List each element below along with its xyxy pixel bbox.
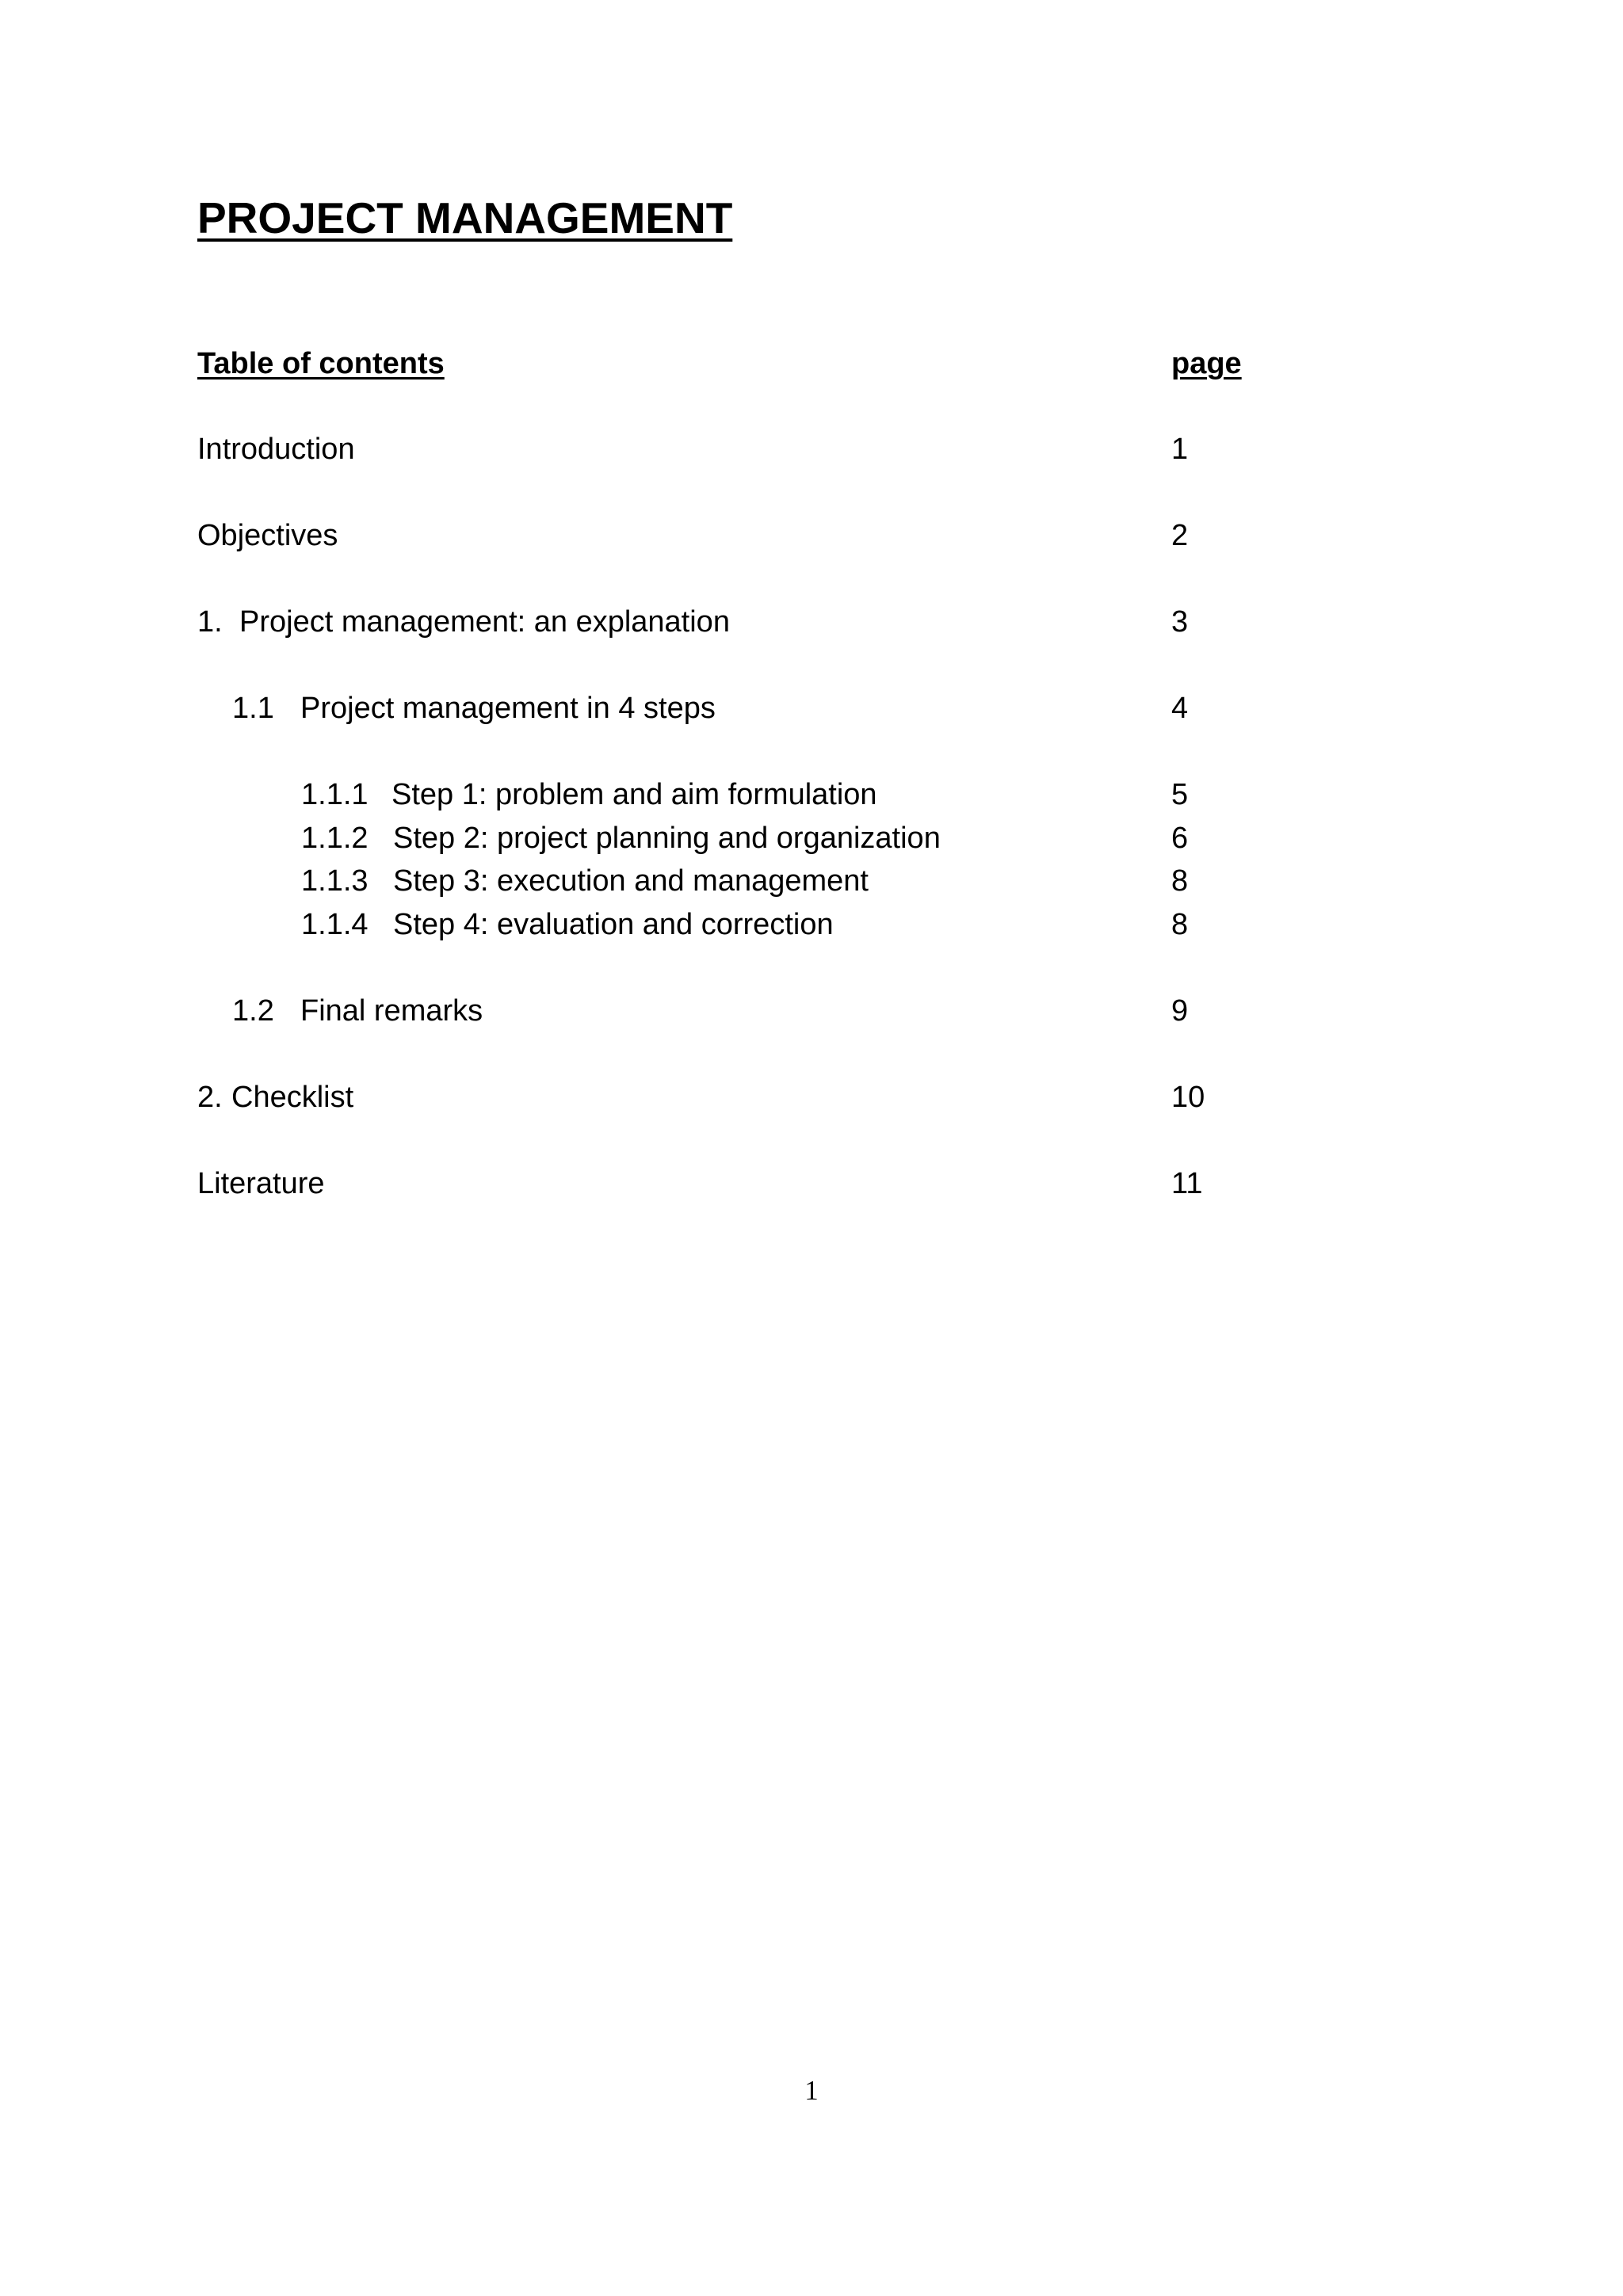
toc-entry-section-1-1-1 (0, 775, 1623, 814)
toc-entry-section-2 (0, 1077, 1623, 1117)
page-number: 1 (804, 2075, 819, 2106)
toc-header-page: page (1171, 347, 1242, 380)
toc-entry-page: 8 (1171, 908, 1189, 941)
toc-entry-number: 1.1 (232, 692, 274, 725)
toc-entry-page: 9 (1171, 994, 1189, 1028)
toc-entry-number: 1.1.1 (301, 778, 369, 811)
toc-entry-section-1-2 (0, 991, 1623, 1031)
document-title: PROJECT MANAGEMENT (197, 193, 733, 242)
toc-entry-introduction (0, 429, 1623, 469)
toc-header-label: Table of contents (197, 347, 445, 380)
toc-entry-literature (0, 1164, 1623, 1203)
toc-entry-page: 8 (1171, 864, 1189, 898)
toc-entry-label: Introduction (197, 433, 355, 466)
toc-entry-page: 11 (1171, 1167, 1203, 1200)
toc-entry-number: 1.1.3 (301, 864, 369, 898)
toc-entry-number: 1.1.4 (301, 908, 369, 941)
toc-entry-label: Objectives (197, 519, 338, 552)
toc-entry-label: Checklist (231, 1081, 354, 1114)
toc-entry-number: 2. (197, 1081, 223, 1114)
toc-entry-section-1-1-3 (0, 861, 1623, 901)
toc-header (0, 344, 1623, 383)
toc-entry-number: 1.2 (232, 994, 274, 1028)
toc-entry-label: Step 4: evaluation and correction (393, 908, 834, 941)
toc-entry-page: 4 (1171, 692, 1189, 725)
toc-entry-page: 2 (1171, 519, 1189, 552)
toc-entry-section-1 (0, 602, 1623, 642)
toc-entry-page: 1 (1171, 433, 1189, 466)
toc-entry-label: Step 3: execution and management (393, 864, 869, 898)
toc-entry-label: Final remarks (300, 994, 483, 1028)
toc-entry-number: 1. (197, 605, 223, 639)
toc-entry-page: 5 (1171, 778, 1189, 811)
toc-entry-page: 3 (1171, 605, 1189, 639)
toc-entry-label: Project management in 4 steps (300, 692, 716, 725)
toc-entry-label: Step 1: problem and aim formulation (391, 778, 877, 811)
toc-entry-section-1-1 (0, 688, 1623, 728)
toc-entry-section-1-1-2 (0, 818, 1623, 858)
toc-entry-objectives (0, 516, 1623, 555)
toc-entry-page: 10 (1171, 1081, 1205, 1114)
toc-entry-number: 1.1.2 (301, 822, 369, 855)
toc-entry-label: Literature (197, 1167, 325, 1200)
toc-entry-section-1-1-4 (0, 905, 1623, 944)
toc-entry-page: 6 (1171, 822, 1189, 855)
toc-entry-label: Project management: an explanation (239, 605, 730, 639)
toc-entry-label: Step 2: project planning and organization (393, 822, 941, 855)
